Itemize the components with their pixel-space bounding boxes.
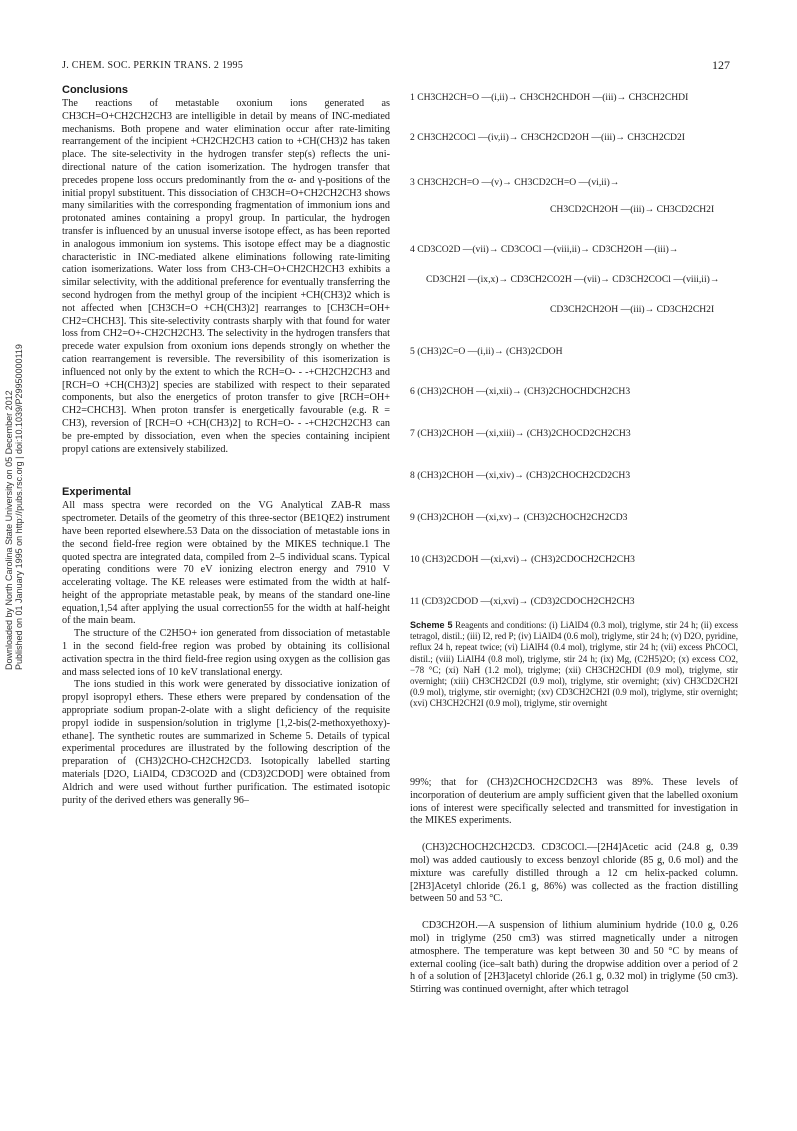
scheme-reaction-9: 9 (CH3)2CHOH —(xi,xv)→ (CH3)2CHOCH2CH2CD3 <box>410 512 628 523</box>
download-notice-line-1: Downloaded by North Carolina State University on 05 December 2012 <box>4 390 14 670</box>
scheme-reaction-8: 8 (CH3)2CHOH —(xi,xiv)→ (CH3)2CHOCH2CD2CH3 <box>410 470 631 481</box>
scheme-reaction-2: 2 CH3CH2COCl —(iv,ii)→ CH3CH2CD2OH —(iii)→ CH3CH2CD2I <box>410 132 685 143</box>
right-paragraph-3: CD3CH2OH.—A suspension of lithium aluminium hydride (10.0 g, 0.26 mol) in triglyme (250 cm3) was stirred magnetically under a nitrogen atmosphere. The temperature was kept between 30 and 50 °C by means of external cooling (ice–salt bath) during the dropwise addition over a period of 2 h of a solution of [2H3]acetyl chloride (26.1 g, 0.32 mol) in triglyme (50 cm3). Stirring was continued overnight, after which tetragol <box>410 920 738 996</box>
experimental-paragraph-3: The ions studied in this work were generated by dissociative ionization of propyl isopropyl ethers. These ethers were prepared by condensation of the appropriate sodium propan-2-olate with a slight deficiency of the requisite propyl iodide in suspension/solution in triglyme [1,2-bis(2-methoxyethoxy)-ethane]. The synthetic routes are summarized in Scheme 5. Details of typical experimental procedures are illustrated by the following description of the preparation of (CH3)2CHO-CH2CH2CD3. Isotopically labelled starting materials [D2O, LiAlD4, CD3CO2D and (CD3)2CDOD] were obtained from Aldrich and were used without further purification. The estimated isotopic purity of the derived ethers was generally 96– <box>62 679 390 806</box>
scheme-reaction-7: 7 (CH3)2CHOH —(xi,xiii)→ (CH3)2CHOCD2CH2CH3 <box>410 428 631 439</box>
left-column <box>62 84 390 807</box>
scheme-reaction-4: 4 CD3CO2D —(vii)→ CD3COCl —(viii,ii)→ CD3CH2OH —(iii)→ <box>410 244 679 255</box>
experimental-paragraph-2: The structure of the C2H5O+ ion generated from dissociation of metastable 1 in the second field-free region was probed by obtaining its collisional activation spectra in the third field-free region using oxygen as the collision gas and mass selected ions of 10 keV translational energy. <box>62 628 390 678</box>
running-head: J. CHEM. SOC. PERKIN TRANS. 2 1995 <box>62 60 244 71</box>
conclusions-heading: Conclusions <box>62 84 129 96</box>
scheme-reaction-4-continued-a: CD3CH2I —(ix,x)→ CD3CH2CO2H —(vii)→ CD3CH2COCl —(viii,ii)→ <box>426 274 720 285</box>
experimental-heading: Experimental <box>62 486 132 499</box>
download-notice-line-2: Published on 01 January 1995 on http://pubs.rsc.org | doi:10.1039/P29950000119 <box>14 344 24 670</box>
experimental-paragraph-1: All mass spectra were recorded on the VG Analytical ZAB-R mass spectrometer. Details of the geometry of this three-sector (BE1QE2) instrument have been reported elsewhere.53 Data on the dissociation of metastable ions in the second field-free region were obtained by the MIKES technique.1 The quoted spectra are integrated data, compiled from 2–5 individual scans. Typical operating conditions were 70 eV ionizing electron energy and 7910 V accelerating voltage. The KE releases were estimated from the width at half-height of the appropriate metastable peak, by means of the standard one-line equation,1,54 after applying the usual correction55 for the width at half-height of the main beam. <box>62 500 390 627</box>
scheme-reaction-11: 11 (CD3)2CDOD —(xi,xvi)→ (CD3)2CDOCH2CH2CH3 <box>410 596 635 607</box>
right-paragraph-2: (CH3)2CHOCH2CH2CD3. CD3COCl.—[2H4]Acetic acid (24.8 g, 0.39 mol) was added cautiously to excess benzoyl chloride (85 g, 0.6 mol) and the mixture was carefully distilled through a 12 cm helix-packed column. [2H3]Acetyl chloride (26.1 g, 86%) was collected as the fraction distilling between 50 and 53 °C. <box>410 842 738 905</box>
scheme-reaction-5: 5 (CH3)2C=O —(i,ii)→ (CH3)2CDOH <box>410 346 563 357</box>
scheme-reaction-10: 10 (CH3)2CDOH —(xi,xvi)→ (CH3)2CDOCH2CH2CH3 <box>410 554 635 565</box>
right-paragraph-1: 99%; that for (CH3)2CHOCH2CD2CH3 was 89%. These levels of incorporation of deuterium are amply sufficient given that the labelled oxonium ions of interest were specifically selected and transmitted for investigation in the MIKES experiments. <box>410 777 738 827</box>
scheme-caption-label: Scheme 5 <box>410 620 453 630</box>
right-text-block <box>410 777 738 997</box>
page-number: 127 <box>712 58 730 72</box>
scheme-reaction-6: 6 (CH3)2CHOH —(xi,xii)→ (CH3)2CHOCHDCH2CH3 <box>410 386 631 397</box>
scheme-reaction-4-continued-b: CD3CH2CH2OH —(iii)→ CD3CH2CH2I <box>550 304 715 315</box>
download-notice <box>4 300 24 670</box>
scheme-reaction-3-continued: CH3CD2CH2OH —(iii)→ CH3CD2CH2I <box>550 204 715 215</box>
scheme-caption <box>410 620 738 710</box>
scheme-reaction-1: 1 CH3CH2CH=O —(i,ii)→ CH3CH2CHDOH —(iii)→ CH3CH2CHDI <box>410 92 689 103</box>
scheme-caption-text: Reagents and conditions: (i) LiAlD4 (0.3 mol), triglyme, stir 24 h; (ii) excess tetragol, distil.; (iii) I2, red P; (iv) LiAlD4 (0.6 mol), triglyme, stir 24 h; (v) D2O, pyridine, reflux 24 h, repeat twice; (vi) LiAlH4 (0.4 mol), triglyme, stir 24 h; (vii) excess PhCOCl, distil.; (viii) LiAlH4 (0.8 mol), triglyme, stir 24 h; (ix) Mg, (C2H5)2O; (x) excess CO2, −78 °C; (xi) NaH (1.2 mol), triglyme; (xii) CH3CH2CHDI (0.9 mol), triglyme, stir overnight; (xiii) CH3CH2CD2I (0.9 mol), triglyme, stir overnight; (xiv) CH3CD2CH2I (0.9 mol), triglyme, stir overnight; (xv) CD3CH2CH2I (0.9 mol), triglyme, stir overnight; (xvi) CH3CH2CH2I (0.9 mol), triglyme, stir overnight <box>410 620 739 709</box>
scheme-reaction-3: 3 CH3CH2CH=O —(v)→ CH3CD2CH=O —(vi,ii)→ <box>410 177 620 188</box>
conclusions-paragraph: The reactions of metastable oxonium ions generated as CH3CH=O+CH2CH2CH3 are intelligible in detail by means of INC-mediated mechanisms. Both propene and water elimination occur after rate-limiting rearrangement of the incipient +CH2CH2CH3 cation to +CH(CH3)2 has taken place. The site-selectivity in the hydrogen transfer step(s) reflects the uni-directional nature of the cation isomerization. The hydrogen transfer that precedes propene loss occurs predominantly from the α- and γ-positions of the initial propyl substituent. This dissociation of CH3CH=O+CH2CH2CH3 shows many similarities with the corresponding fragmentation of immonium ions and protonated amines containing a propyl group. In particular, the hydrogen transfer is influenced by an unusual inverse isotope effect, as has been reported in analogous immonium ion systems. This isotope effect may be a diagnostic characteristic in INC-mediated alkene eliminations following rate-limiting cation isomerizations. Water loss from CH3-CH=O+CH2CH2CH3 exhibits a similar selectivity, with the additional preference for eventually transferring the second hydrogen from the methyl group of the incipient +CH(CH3)2 which is not affected when [CH3CH=O +CH(CH3)2] rearranges to [CH3CH=OH+ CH2=CHCH3]. This site-selectivity contrasts sharply with that found for water loss from CH2=O+-CH2CH2CH3. The selectivity in the hydrogen transfers that precede water expulsion from oxonium ions depends strongly on whether the cation rearrangement is reversible. The reversibility of this isomerization is influenced not only by the extent to which the RCH=O- - -+CH2CH2CH3 and [RCH=O +CH(CH3)2] species are stabilized with respect to their separated components, but also the energetics of proton transfer to give [RCH=OH+ CH2=CHCH3]. When proton transfer is energetically favourable (e.g. R = CH3), reversion of [RCH=O +CH(CH3)2] to RCH=O- - -+CH2CH2CH3 can be pre-empted by dissociation, even when the species containing incipient propyl cations are extensively stabilized. <box>62 98 390 455</box>
